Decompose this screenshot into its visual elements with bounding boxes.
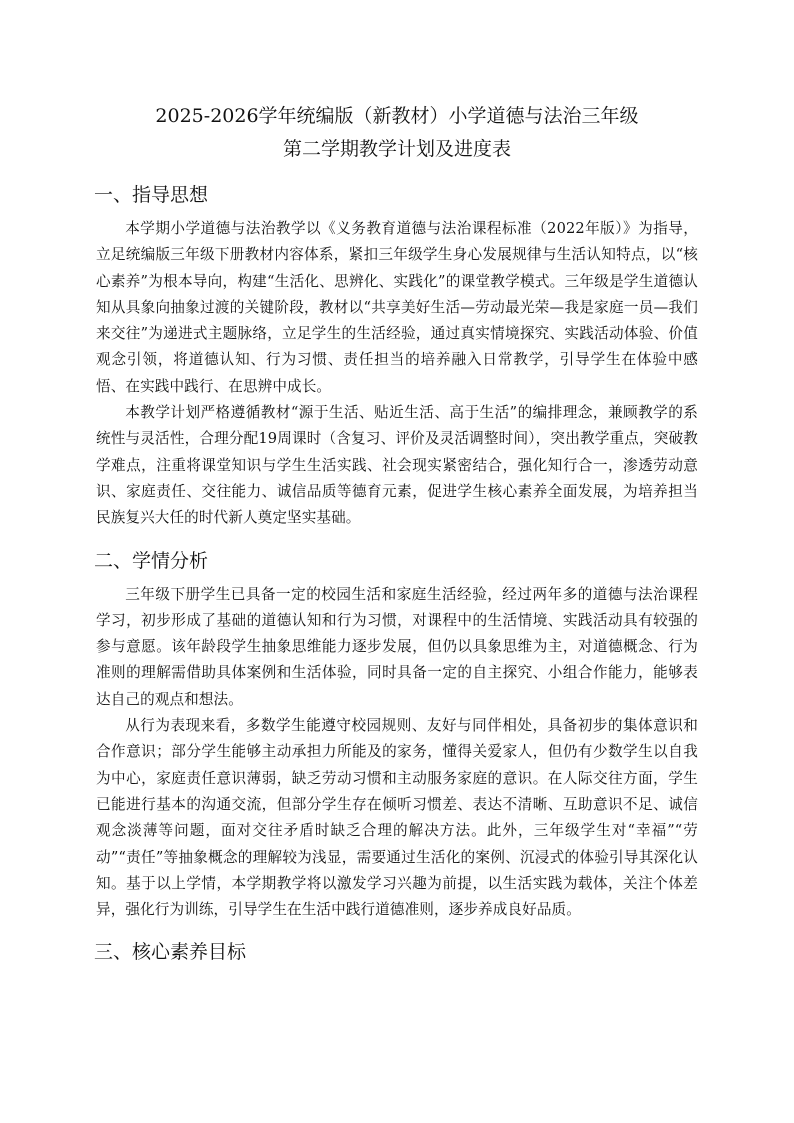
paragraph: 三年级下册学生已具备一定的校园生活和家庭生活经验，经过两年多的道德与法治课程学习，初步形成了基础的道德认知和行为习惯，对课程中的生活情境、实践活动具有较强的参与意愿。该年龄段学生抽象思维能力逐步发展，但仍以具象思维为主，对道德概念、行为准则的理解需借助具体案例和生活体验，同时具备一定的自主探究、小组合作能力，能够表达自己的观点和想法。 (96, 585, 698, 708)
section-heading: 二、学情分析 (94, 549, 209, 572)
title-line-1: 2025-2026学年统编版（新教材）小学道德与法治三年级 (155, 105, 639, 127)
section-core-literacy-goals (96, 937, 698, 967)
section-guiding-ideology (96, 180, 698, 532)
section-student-analysis (96, 546, 698, 924)
section-heading: 一、指导思想 (94, 184, 209, 206)
paragraph: 本教学计划严格遵循教材“源于生活、贴近生活、高于生活”的编排理念，兼顾教学的系统性与灵活性，合理分配19周课时（含复习、评价及灵活调整时间），突出教学重点，突破教学难点，注重将课堂知识与学生生活实践、社会现实紧密结合，强化知行合一，渗透劳动意识、家庭责任、交往能力、诚信品质等德育元素，促进学生核心素养全面发展，为培养担当民族复兴大任的时代新人奠定坚实基础。 (96, 404, 698, 527)
paragraph: 从行为表现来看，多数学生能遵守校园规则、友好与同伴相处，具备初步的集体意识和合作意识；部分学生能够主动承担力所能及的家务，懂得关爱家人，但仍有少数学生以自我为中心，家庭责任意识薄弱，缺乏劳动习惯和主动服务家庭的意识。在人际交往方面，学生已能进行基本的沟通交流，但部分学生存在倾听习惯差、表达不清晰、互助意识不足、诚信观念淡薄等问题，面对交往矛盾时缺乏合理的解决方法。此外，三年级学生对“幸福”“劳动”“责任”等抽象概念的理解较为浅显，需要通过生活化的案例、沉浸式的体验引导其深化认知。基于以上学情，本学期教学将以激发学习兴趣为前提，以生活实践为载体，关注个体差异，强化行为训练，引导学生在生活中践行道德准则，逐步养成良好品质。 (96, 717, 698, 919)
paragraph: 本学期小学道德与法治教学以《义务教育道德与法治课程标准（2022年版）》为指导，立足统编版三年级下册教材内容体系，紧扣三年级学生身心发展规律与生活认知特点，以“核心素养”为根本导向，构建“生活化、思辨化、实践化”的课堂教学模式。三年级是学生道德认知从具象向抽象过渡的关键阶段，教材以“共享美好生活—劳动最光荣—我是家庭一员—我们来交往”为递进式主题脉络，立足学生的生活经验，通过真实情境探究、实践活动体验、价值观念引领，将道德认知、行为习惯、责任担当的培养融入日常教学，引导学生在体验中感悟、在实践中践行、在思辨中成长。 (96, 220, 698, 395)
section-heading: 三、核心素养目标 (94, 941, 247, 964)
document-title (96, 100, 698, 166)
title-line-2: 第二学期教学计划及进度表 (282, 138, 511, 160)
